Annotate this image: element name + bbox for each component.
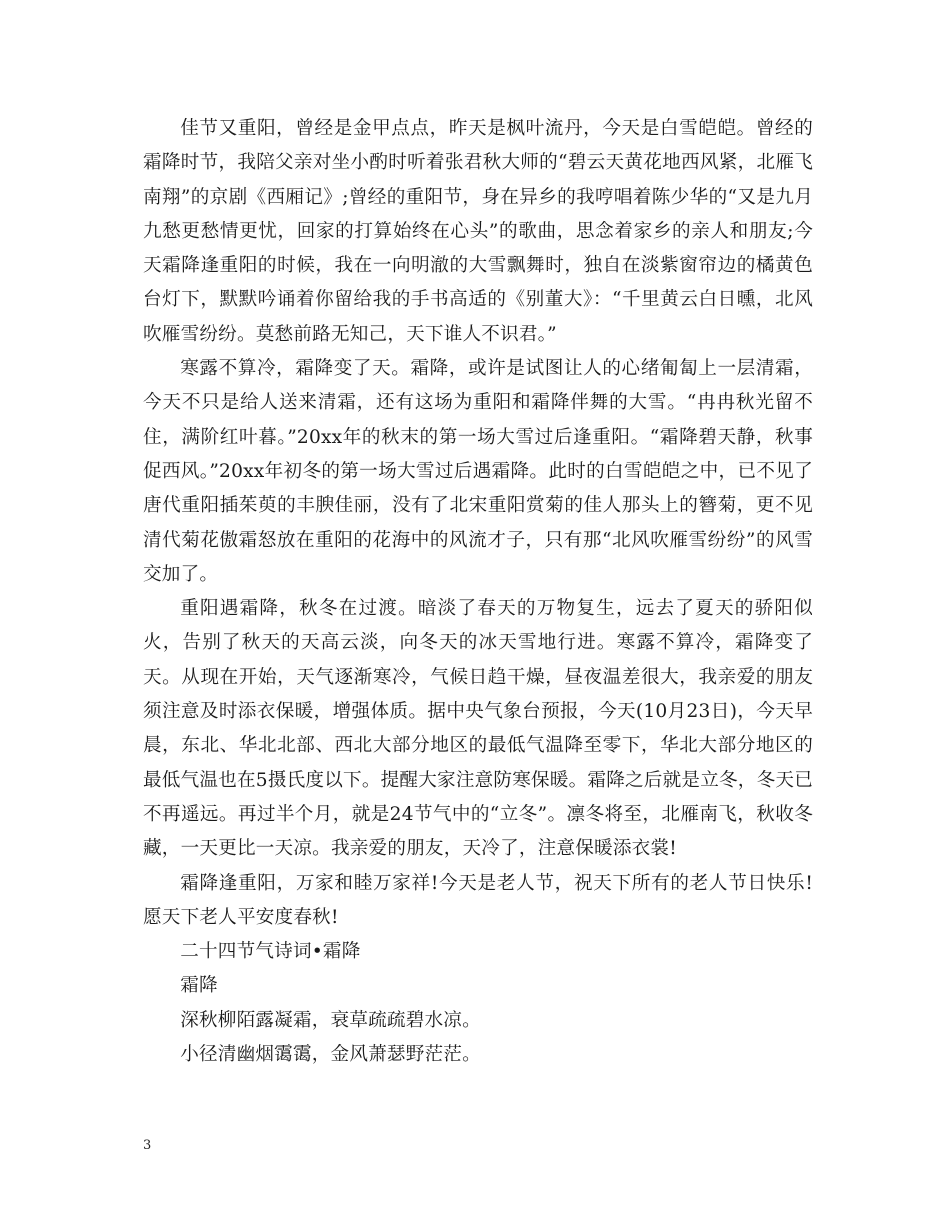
document-body (143, 112, 813, 1072)
poem-line-2: 小径清幽烟霭霭，金风萧瑟野茫茫。 (180, 1044, 481, 1066)
paragraph-1: 佳节又重阳，曾经是金甲点点，昨天是枫叶流丹，今天是白雪皑皑。曾经的霜降时节，我陪父亲对坐小酌时听着张君秋大师的“碧云天黄花地西风紧，北雁飞南翔”的京剧《西厢记》;曾经的重阳节，身在异乡的我哼唱着陈少华的“又是九月九愁更愁情更忧，回家的打算始终在心头”的歌曲，思念着家乡的亲人和朋友;今天霜降逢重阳的时候，我在一向明澈的大雪飘舞时，独自在淡紫窗帘边的橘黄色台灯下，默默吟诵着你留给我的手书高适的《别董大》：“千里黄云白日曛，北风吹雁雪纷纷。莫愁前路无知己，天下谁人不识君。” (143, 118, 813, 345)
poem-line-1: 深秋柳陌露凝霜，衰草疏疏碧水凉。 (180, 1009, 481, 1031)
paragraph-3: 重阳遇霜降，秋冬在过渡。暗淡了春天的万物复生，远去了夏天的骄阳似火，告别了秋天的天高云淡，向冬天的冰天雪地行进。寒露不算冷，霜降变了天。从现在开始，天气逐渐寒冷，气候日趋干燥，昼夜温差很大，我亲爱的朋友须注意及时添衣保暖，增强体质。据中央气象台预报，今天(10月23日)，今天早晨，东北、华北北部、西北大部分地区的最低气温降至零下，华北大部分地区的最低气温也在5摄氏度以下。提醒大家注意防寒保暖。霜降之后就是立冬，冬天已不再遥远。再过半个月，就是24节气中的“立冬”。凛冬将至，北雁南飞，秋收冬藏，一天更比一天凉。我亲爱的朋友，天冷了，注意保暖添衣裳! (143, 598, 813, 860)
page-number: 3 (143, 1138, 152, 1153)
paragraph-4: 霜降逢重阳，万家和睦万家祥!今天是老人节，祝天下所有的老人节日快乐!愿天下老人平安度春秋! (143, 872, 813, 928)
paragraph-2: 寒露不算冷，霜降变了天。霜降，或许是试图让人的心绪匍匐上一层清霜，今天不只是给人送来清霜，还有这场为重阳和霜降伴舞的大雪。“冉冉秋光留不住，满阶红叶暮。”20xx年的秋末的第一场大雪过后逢重阳。“霜降碧天静，秋事促西风。”20xx年初冬的第一场大雪过后遇霜降。此时的白雪皑皑之中，已不见了唐代重阳插茱萸的丰腴佳丽，没有了北宋重阳赏菊的佳人那头上的簪菊，更不见清代菊花傲霜怒放在重阳的花海中的风流才子，只有那“北风吹雁雪纷纷”的风雪交加了。 (143, 358, 813, 585)
poem-heading: 二十四节气诗词•霜降 (180, 941, 361, 963)
poem-title: 霜降 (180, 975, 218, 997)
